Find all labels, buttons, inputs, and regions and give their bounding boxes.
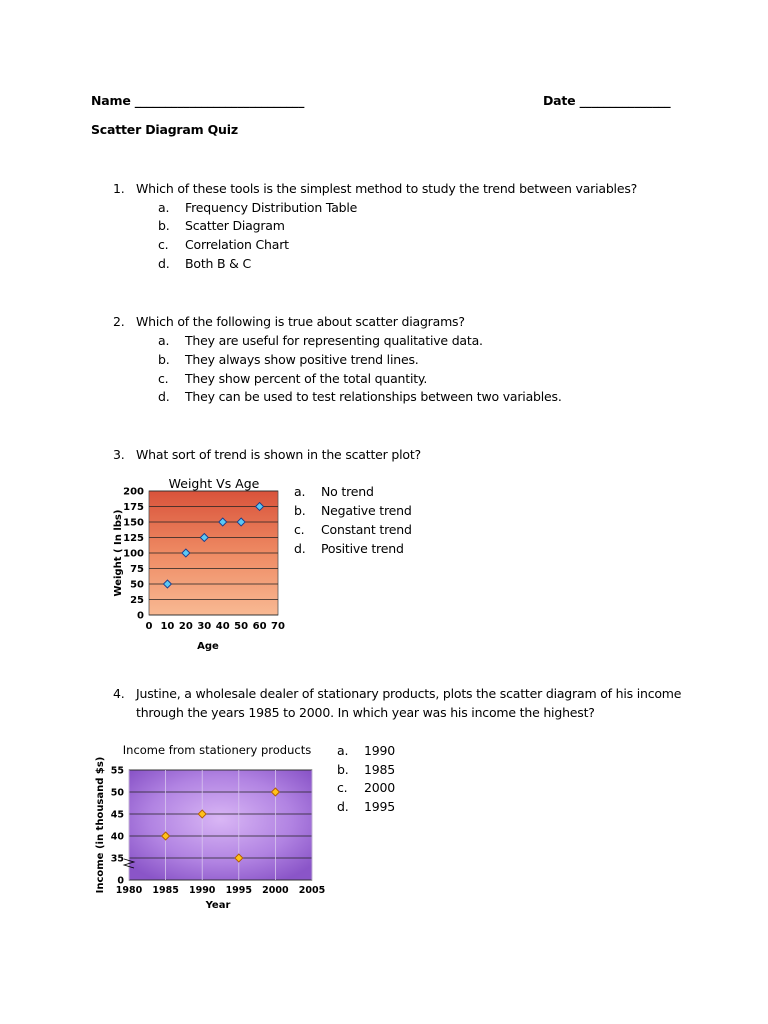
x-tick-label: 1990	[188, 885, 216, 896]
q2-option-b: b. They always show positive trend lines.	[158, 352, 419, 367]
q2-option-a: a. They are useful for representing qualitative data.	[158, 333, 483, 348]
x-tick-label: 0	[145, 621, 153, 632]
y-tick-label: 75	[130, 564, 144, 575]
question-3-text: What sort of trend is shown in the scatter plot?	[136, 447, 421, 462]
q3-option-c: c. Constant trend	[294, 522, 412, 537]
y-tick-label: 175	[123, 502, 144, 513]
y-tick-label: 125	[123, 533, 144, 544]
chart-title: Income from stationery products	[122, 743, 312, 757]
x-axis-label: Year	[205, 900, 231, 911]
q1-option-c: c. Correlation Chart	[158, 237, 289, 252]
x-tick-label: 70	[271, 621, 285, 632]
question-4-text-line1: Justine, a wholesale dealer of stationary products, plots the scatter diagram of his income	[136, 686, 682, 701]
income-chart	[90, 738, 328, 916]
q4-option-a: a. 1990	[337, 743, 396, 758]
q4-option-d: d. 1995	[337, 799, 396, 814]
date-field-label: Date _______________	[543, 93, 671, 108]
question-1-number: 1.	[113, 181, 125, 196]
x-tick-label: 40	[215, 621, 230, 632]
x-tick-label: 1995	[225, 885, 253, 896]
y-tick-label: 35	[110, 853, 124, 865]
q3-option-d: d. Positive trend	[294, 541, 404, 556]
y-tick-label: 55	[110, 765, 124, 777]
y-tick-label: 0	[137, 610, 144, 622]
y-tick-label: 45	[110, 809, 124, 821]
page-title: Scatter Diagram Quiz	[91, 122, 238, 137]
y-tick-label: 40	[110, 831, 124, 843]
question-3-number: 3.	[113, 447, 125, 462]
q1-option-b: b. Scatter Diagram	[158, 218, 285, 233]
x-tick-label: 1980	[115, 885, 143, 896]
y-axis-label: Income (in thousand $s)	[95, 756, 106, 894]
q4-option-c: c. 2000	[337, 780, 396, 795]
y-tick-label: 100	[123, 548, 144, 560]
name-field-label: Name ____________________________	[91, 93, 305, 108]
y-tick-label: 50	[130, 579, 144, 591]
y-tick-label: 200	[123, 486, 144, 498]
q2-option-c: c. They show percent of the total quantity.	[158, 371, 428, 386]
question-4-text-line2: through the years 1985 to 2000. In which year was his income the highest?	[136, 705, 595, 720]
q1-option-a: a. Frequency Distribution Table	[158, 200, 358, 215]
x-tick-label: 60	[252, 621, 267, 632]
x-tick-label: 20	[178, 621, 193, 632]
x-tick-label: 2005	[298, 885, 326, 896]
x-tick-label: 2000	[262, 885, 289, 896]
q4-option-b: b. 1985	[337, 762, 396, 777]
chart-title: Weight Vs Age	[168, 476, 260, 491]
x-tick-label: 50	[234, 621, 249, 632]
q3-option-a: a. No trend	[294, 484, 374, 499]
y-axis-label: Weight ( In lbs)	[113, 509, 124, 597]
y-tick-label: 50	[110, 787, 124, 799]
y-tick-label: 25	[130, 595, 144, 606]
question-4-number: 4.	[113, 686, 125, 701]
q3-option-b: b. Negative trend	[294, 503, 412, 518]
y-tick-label: 150	[123, 517, 144, 529]
y-tick-label: 0	[117, 875, 124, 887]
x-tick-label: 10	[160, 621, 175, 632]
x-tick-label: 1985	[152, 885, 179, 896]
x-tick-label: 30	[197, 621, 212, 632]
x-axis-label: Age	[197, 641, 219, 652]
question-2-text: Which of the following is true about scatter diagrams?	[136, 314, 465, 329]
question-1-text: Which of these tools is the simplest method to study the trend between variables?	[136, 181, 638, 196]
q1-option-d: d. Both B & C	[158, 256, 252, 271]
question-2-number: 2.	[113, 314, 125, 329]
weight-vs-age-chart	[100, 472, 295, 657]
q2-option-d: d. They can be used to test relationships between two variables.	[158, 389, 562, 404]
